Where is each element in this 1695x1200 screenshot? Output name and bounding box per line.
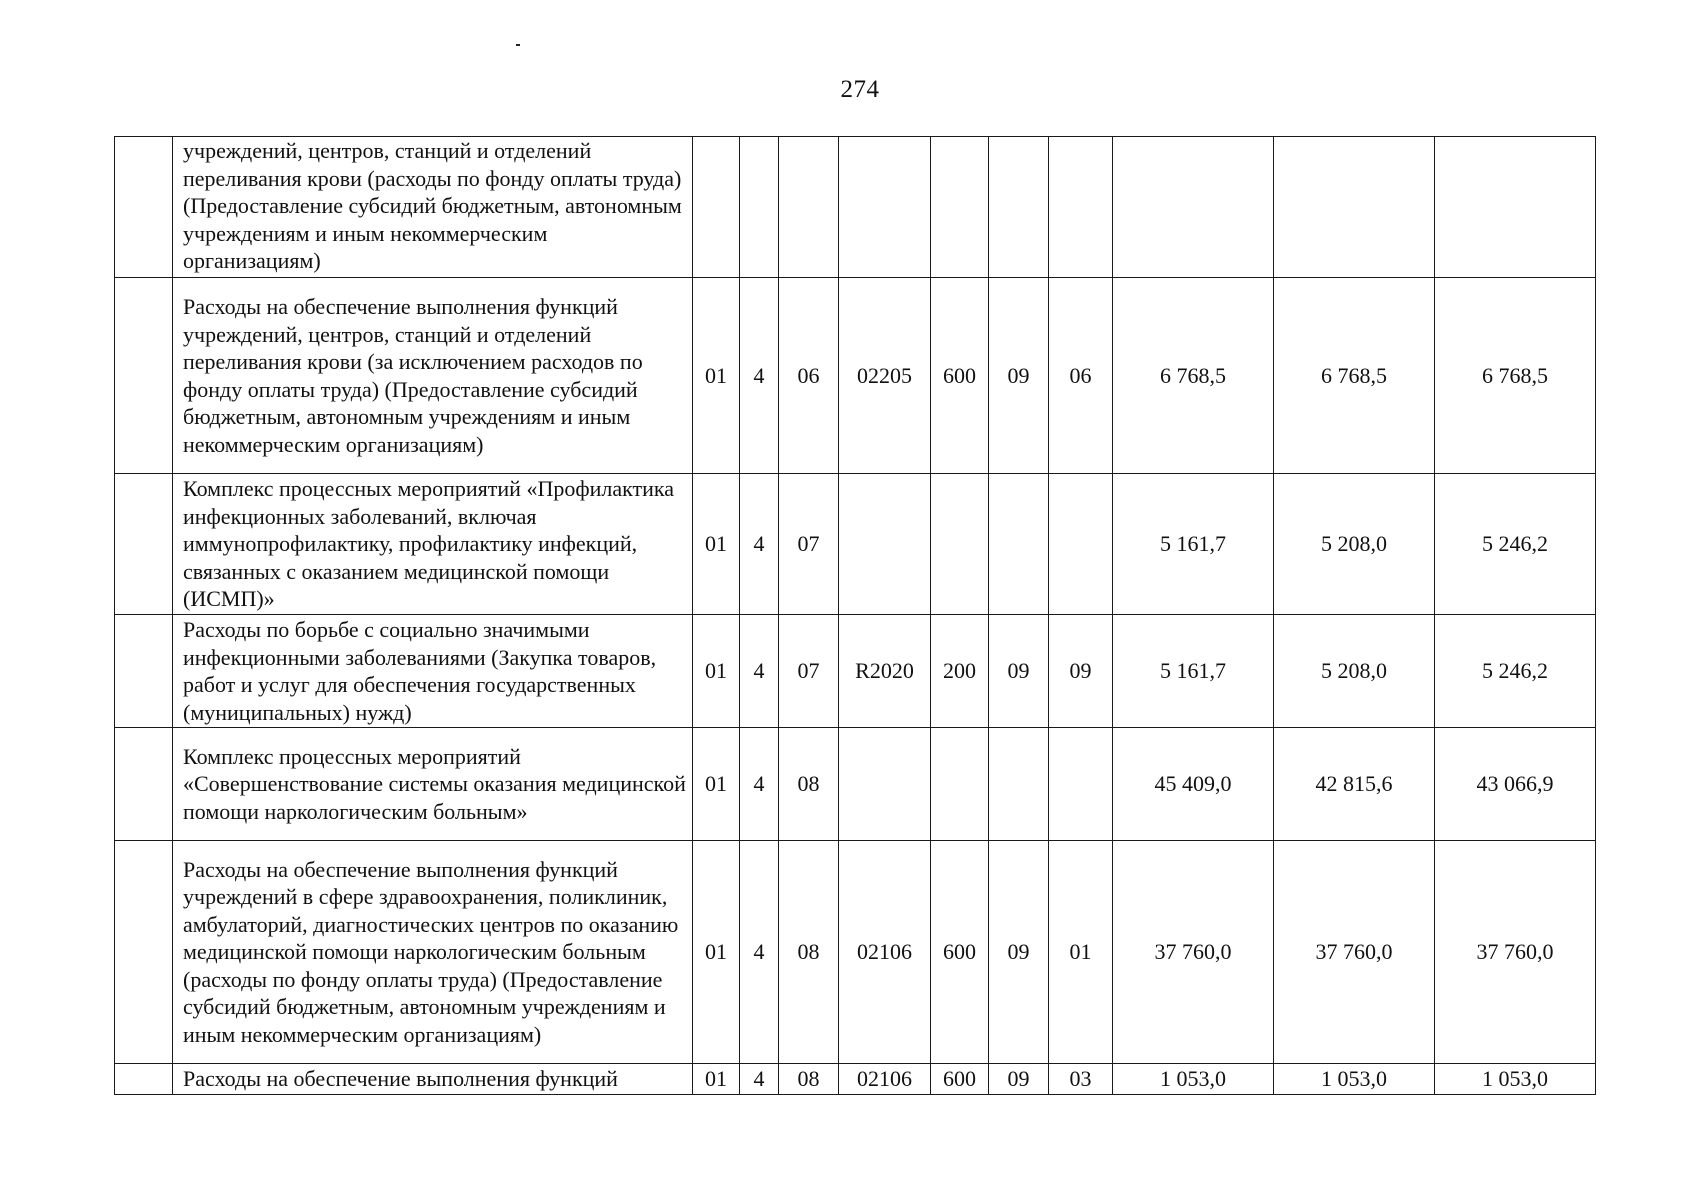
amount-year1-cell xyxy=(1113,137,1274,278)
description-cell: Комплекс процессных мероприятий «Профилактика инфекционных заболеваний, включая иммунопрофилактику, профилактику инфекций, связанных с оказанием медицинской помощи (ИСМП)» xyxy=(173,474,693,615)
amount-year2-cell xyxy=(1274,137,1435,278)
subsection-cell: 06 xyxy=(1049,278,1113,474)
expense-type-cell xyxy=(931,728,989,841)
code-type-cell xyxy=(740,137,779,278)
page-number: 274 xyxy=(840,76,880,103)
table-row xyxy=(115,1064,1596,1095)
expense-type-cell xyxy=(931,474,989,615)
description-cell: Комплекс процессных мероприятий «Совершенствование системы оказания медицинской помощи наркологическим больным» xyxy=(173,728,693,841)
code-complex-cell: 06 xyxy=(779,278,839,474)
amount-year3-cell xyxy=(1435,137,1596,278)
amount-year3-cell: 5 246,2 xyxy=(1435,474,1596,615)
description-cell: Расходы на обеспечение выполнения функций xyxy=(173,1064,693,1095)
code-program-cell xyxy=(693,137,740,278)
amount-year3-cell: 43 066,9 xyxy=(1435,728,1596,841)
scan-speck xyxy=(516,44,520,46)
code-type-cell: 4 xyxy=(740,728,779,841)
amount-year1-cell: 37 760,0 xyxy=(1113,841,1274,1064)
code-direction-cell xyxy=(839,728,931,841)
subsection-cell xyxy=(1049,728,1113,841)
row-number-cell xyxy=(115,1064,173,1095)
code-direction-cell: 02106 xyxy=(839,841,931,1064)
code-program-cell: 01 xyxy=(693,728,740,841)
amount-year3-cell: 6 768,5 xyxy=(1435,278,1596,474)
amount-year1-cell: 45 409,0 xyxy=(1113,728,1274,841)
expense-type-cell: 200 xyxy=(931,615,989,728)
table-row xyxy=(115,474,1596,615)
code-complex-cell: 08 xyxy=(779,728,839,841)
subsection-cell xyxy=(1049,137,1113,278)
row-number-cell xyxy=(115,615,173,728)
description-cell: учреждений, центров, станций и отделений переливания крови (расходы по фонду оплаты труда) (Предоставление субсидий бюджетным, автономным учреждениям и иным некоммерческим организациям) xyxy=(173,137,693,278)
amount-year1-cell: 6 768,5 xyxy=(1113,278,1274,474)
amount-year1-cell: 1 053,0 xyxy=(1113,1064,1274,1095)
code-program-cell: 01 xyxy=(693,1064,740,1095)
section-cell: 09 xyxy=(989,278,1049,474)
code-program-cell: 01 xyxy=(693,474,740,615)
amount-year2-cell: 42 815,6 xyxy=(1274,728,1435,841)
code-type-cell: 4 xyxy=(740,1064,779,1095)
code-program-cell: 01 xyxy=(693,615,740,728)
section-cell xyxy=(989,728,1049,841)
table-row xyxy=(115,841,1596,1064)
row-number-cell xyxy=(115,137,173,278)
expense-type-cell: 600 xyxy=(931,841,989,1064)
amount-year1-cell: 5 161,7 xyxy=(1113,615,1274,728)
code-direction-cell: 02106 xyxy=(839,1064,931,1095)
amount-year3-cell: 37 760,0 xyxy=(1435,841,1596,1064)
code-direction-cell: 02205 xyxy=(839,278,931,474)
row-number-cell xyxy=(115,841,173,1064)
description-cell: Расходы по борьбе с социально значимыми инфекционными заболеваниями (Закупка товаров, работ и услуг для обеспечения государственных (муниципальных) нужд) xyxy=(173,615,693,728)
table-row xyxy=(115,615,1596,728)
section-cell: 09 xyxy=(989,615,1049,728)
section-cell: 09 xyxy=(989,841,1049,1064)
code-direction-cell: R2020 xyxy=(839,615,931,728)
amount-year2-cell: 5 208,0 xyxy=(1274,615,1435,728)
code-complex-cell: 07 xyxy=(779,474,839,615)
code-type-cell: 4 xyxy=(740,474,779,615)
expense-type-cell: 600 xyxy=(931,1064,989,1095)
expense-type-cell xyxy=(931,137,989,278)
subsection-cell: 03 xyxy=(1049,1064,1113,1095)
subsection-cell: 01 xyxy=(1049,841,1113,1064)
code-direction-cell xyxy=(839,474,931,615)
amount-year3-cell: 5 246,2 xyxy=(1435,615,1596,728)
code-type-cell: 4 xyxy=(740,615,779,728)
table-row xyxy=(115,137,1596,278)
budget-table xyxy=(114,136,1596,1095)
code-program-cell: 01 xyxy=(693,841,740,1064)
row-number-cell xyxy=(115,728,173,841)
code-program-cell: 01 xyxy=(693,278,740,474)
expense-type-cell: 600 xyxy=(931,278,989,474)
code-direction-cell xyxy=(839,137,931,278)
table-row xyxy=(115,278,1596,474)
table-row xyxy=(115,728,1596,841)
row-number-cell xyxy=(115,474,173,615)
subsection-cell: 09 xyxy=(1049,615,1113,728)
amount-year2-cell: 6 768,5 xyxy=(1274,278,1435,474)
code-complex-cell: 07 xyxy=(779,615,839,728)
row-number-cell xyxy=(115,278,173,474)
code-complex-cell xyxy=(779,137,839,278)
code-type-cell: 4 xyxy=(740,841,779,1064)
amount-year2-cell: 5 208,0 xyxy=(1274,474,1435,615)
description-cell: Расходы на обеспечение выполнения функций учреждений, центров, станций и отделений переливания крови (за исключением расходов по фонду оплаты труда) (Предоставление субсидий бюджетным, автономным учреждениям и иным некоммерческим организациям) xyxy=(173,278,693,474)
description-cell: Расходы на обеспечение выполнения функций учреждений в сфере здравоохранения, поликлиник, амбулаторий, диагностических центров по оказанию медицинской помощи наркологическим больным (расходы по фонду оплаты труда) (Предоставление субсидий бюджетным, автономным учреждениям и иным некоммерческим организациям) xyxy=(173,841,693,1064)
amount-year2-cell: 1 053,0 xyxy=(1274,1064,1435,1095)
section-cell: 09 xyxy=(989,1064,1049,1095)
subsection-cell xyxy=(1049,474,1113,615)
amount-year3-cell: 1 053,0 xyxy=(1435,1064,1596,1095)
section-cell xyxy=(989,474,1049,615)
amount-year2-cell: 37 760,0 xyxy=(1274,841,1435,1064)
code-type-cell: 4 xyxy=(740,278,779,474)
code-complex-cell: 08 xyxy=(779,841,839,1064)
amount-year1-cell: 5 161,7 xyxy=(1113,474,1274,615)
code-complex-cell: 08 xyxy=(779,1064,839,1095)
section-cell xyxy=(989,137,1049,278)
